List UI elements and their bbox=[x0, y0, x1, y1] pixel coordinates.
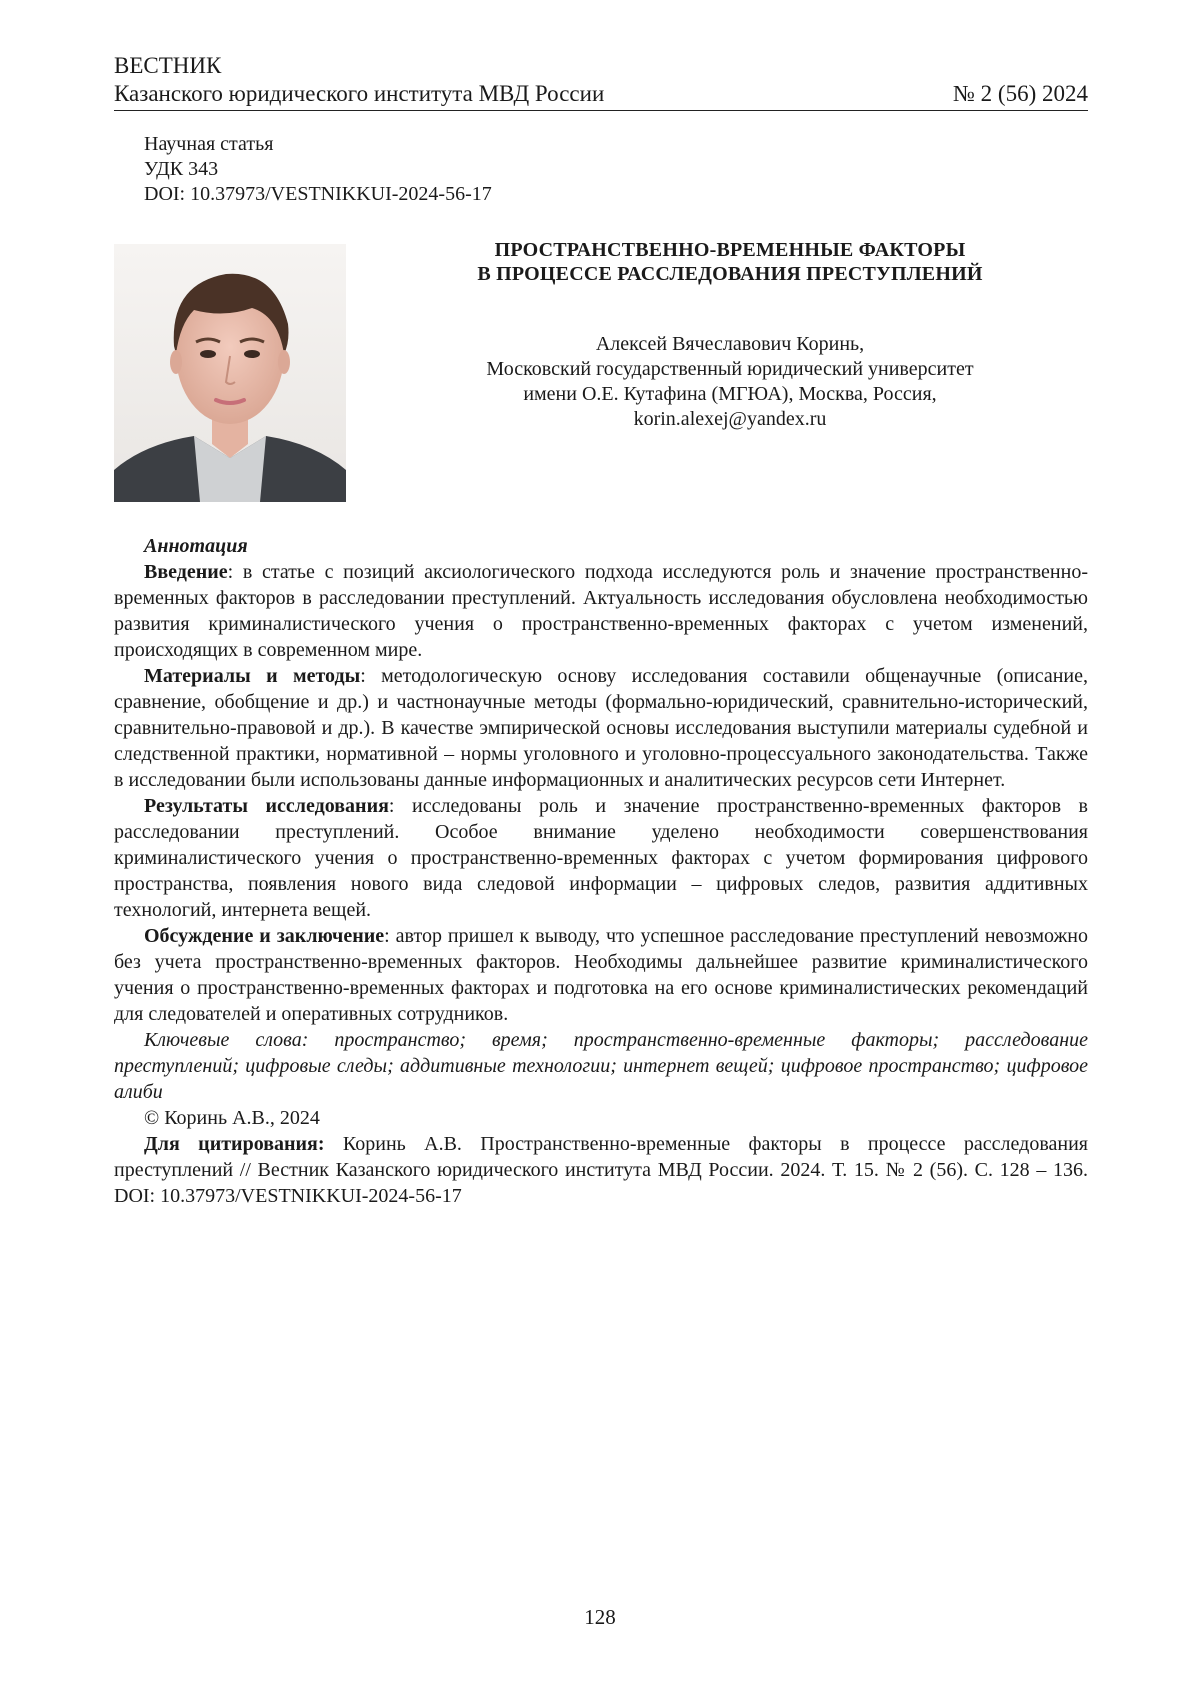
author-email: korin.alexej@yandex.ru bbox=[633, 408, 827, 430]
methods-label: Материалы и методы bbox=[144, 665, 361, 687]
page-number: 128 bbox=[584, 1605, 616, 1629]
doi: DOI: 10.37973/VESTNIKKUI-2024-56-17 bbox=[144, 183, 492, 205]
keywords: Ключевые слова: пространство; время; пространственно-временные факторы; расследование преступлений; цифровые следы; аддитивные технологии; интернет вещей; цифровое пространство; цифровое алиби bbox=[114, 1029, 1088, 1103]
journal-name: ВЕСТНИК bbox=[114, 53, 222, 78]
abstract-results bbox=[114, 793, 1088, 923]
udk-code: УДК 343 bbox=[144, 158, 219, 180]
article-title-block bbox=[380, 238, 1080, 432]
results-text: : исследованы роль и значение пространственно-временных факторов в расследовании преступлений. Особое внимание уделено необходимости совершенствования криминалистического учения о пространственно-временных факторах с учетом формирования цифрового пространства, появления нового вида следовой информации – цифровых следов, развития аддитивных технологий, интернета вещей. bbox=[114, 795, 1088, 921]
copyright: © Коринь А.В., 2024 bbox=[144, 1107, 320, 1129]
methods-text: : методологическую основу исследования составили общенаучные (описание, сравнение, обобщение и др.) и частнонаучные методы (формально-юридический, сравнительно-исторический, сравнительно-правовой и др.). В качестве эмпирической основы исследования выступили материалы судебной и следственной практики, нормативной – нормы уголовного и уголовно-процессуального законодательства. Также в исследовании были использованы данные информационных и аналитических ресурсов сети Интернет. bbox=[114, 665, 1088, 791]
citation-text: Коринь А.В. Пространственно-временные факторы в процессе расследования преступлений // Вестник Казанского юридического института МВД России. 2024. Т. 15. № 2 (56). С. 128 – 136. DOI: 10.37973/VESTNIKKUI-2024-56-17 bbox=[114, 1133, 1088, 1207]
author-info bbox=[380, 332, 1080, 432]
abstract-section bbox=[114, 533, 1088, 1209]
article-meta bbox=[144, 132, 492, 207]
abstract-introduction bbox=[114, 559, 1088, 663]
article-type: Научная статья bbox=[144, 133, 274, 155]
discussion-label: Обсуждение и заключение bbox=[144, 925, 385, 947]
header-divider bbox=[114, 110, 1088, 111]
abstract-methods bbox=[114, 663, 1088, 793]
abstract-heading: Аннотация bbox=[144, 535, 248, 557]
citation bbox=[114, 1131, 1088, 1209]
results-label: Результаты исследования bbox=[144, 795, 389, 817]
article-title-line-2: В ПРОЦЕССЕ РАССЛЕДОВАНИЯ ПРЕСТУПЛЕНИЙ bbox=[477, 263, 983, 285]
citation-label: Для цитирования: bbox=[144, 1133, 325, 1155]
journal-header bbox=[114, 52, 1088, 108]
author-photo bbox=[114, 244, 346, 502]
introduction-label: Введение bbox=[144, 561, 228, 583]
author-affiliation-line-1: Московский государственный юридический университет bbox=[486, 358, 974, 380]
journal-subtitle: Казанского юридического института МВД России bbox=[114, 81, 605, 106]
article-title-line-1: ПРОСТРАНСТВЕННО-ВРЕМЕННЫЕ ФАКТОРЫ bbox=[494, 239, 966, 261]
author-name: Алексей Вячеславович Коринь, bbox=[595, 333, 865, 355]
author-affiliation-line-2: имени О.Е. Кутафина (МГЮА), Москва, Россия, bbox=[523, 383, 937, 405]
introduction-text: : в статье с позиций аксиологического подхода исследуются роль и значение пространственно-временных факторов в расследовании преступлений. Актуальность исследования обусловлена необходимостью развития криминалистического учения о пространственно-временных факторах с учетом изменений, происходящих в современном мире. bbox=[114, 561, 1088, 661]
journal-subtitle-row bbox=[114, 80, 1088, 108]
issue-number: № 2 (56) 2024 bbox=[952, 81, 1088, 106]
article-title bbox=[380, 238, 1080, 286]
abstract-discussion bbox=[114, 923, 1088, 1027]
author-portrait-image bbox=[114, 244, 346, 502]
discussion-text: : автор пришел к выводу, что успешное расследование преступлений невозможно без учета пространственно-временных факторов. Необходимы дальнейшее развитие криминалистического учения о пространственно-временных факторах и подготовка на его основе криминалистических рекомендаций для следователей и оперативных сотрудников. bbox=[114, 925, 1089, 1025]
